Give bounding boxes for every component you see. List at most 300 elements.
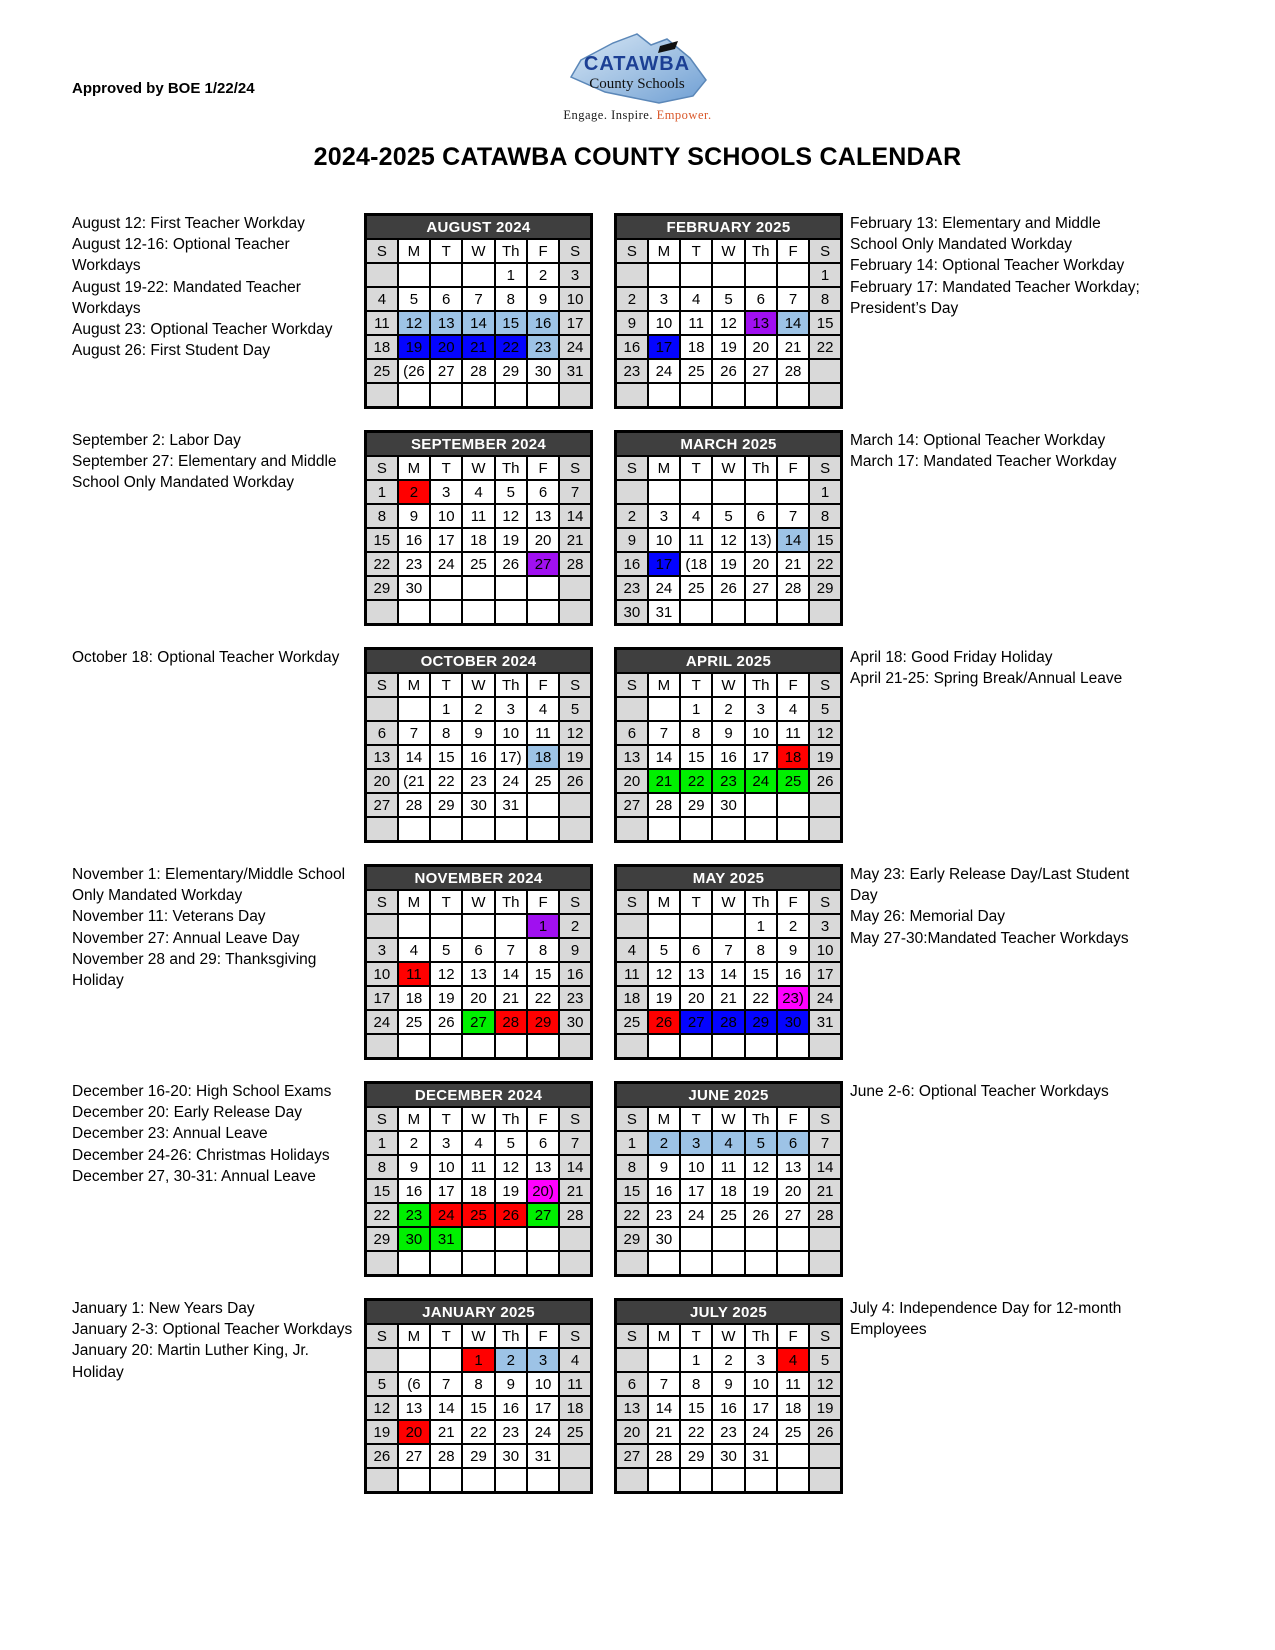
day-cell: [809, 817, 841, 842]
day-cell: 7: [462, 287, 494, 311]
logo-tagline: [0, 108, 1275, 123]
day-header-cell: S: [809, 239, 841, 263]
month-notes-right: [850, 864, 1150, 949]
day-cell: 11: [462, 1155, 494, 1179]
day-cell: [430, 263, 462, 287]
day-cell: 18: [398, 986, 430, 1010]
day-cell: 19: [559, 745, 591, 769]
day-cell: 27: [430, 359, 462, 383]
day-cell: 8: [745, 938, 777, 962]
day-cell: 5: [495, 480, 527, 504]
day-cell: 27: [745, 576, 777, 600]
day-cell: 19: [495, 528, 527, 552]
day-cell: 1: [680, 697, 712, 721]
day-cell: 18: [777, 1396, 809, 1420]
day-cell: 21: [462, 335, 494, 359]
day-cell: 18: [462, 1179, 494, 1203]
month-table: [614, 1298, 843, 1494]
day-cell: 24: [680, 1203, 712, 1227]
note-event: January 20: Martin Luther King, Jr. Holiday: [72, 1342, 309, 1381]
day-cell: 28: [559, 552, 591, 576]
day-cell: [745, 600, 777, 625]
day-cell: 1: [495, 263, 527, 287]
day-header-cell: W: [712, 1324, 744, 1348]
month-table: [364, 1298, 593, 1494]
day-header-cell: Th: [745, 890, 777, 914]
day-header-cell: T: [430, 239, 462, 263]
day-cell: 22: [680, 769, 712, 793]
day-header-cell: W: [462, 890, 494, 914]
day-cell: [398, 383, 430, 408]
day-header-cell: T: [430, 890, 462, 914]
day-cell: 3: [745, 697, 777, 721]
day-cell: 27: [745, 359, 777, 383]
day-cell: [680, 600, 712, 625]
day-cell: 1: [527, 914, 559, 938]
note-event: December 20: Early Release Day: [72, 1104, 303, 1122]
day-cell: 22: [366, 1203, 398, 1227]
month-notes-right: [850, 647, 1150, 689]
day-cell: [616, 383, 648, 408]
day-cell: 21: [559, 528, 591, 552]
day-cell: 18: [616, 986, 648, 1010]
day-cell: 14: [495, 962, 527, 986]
day-cell: 8: [809, 504, 841, 528]
day-cell: 12: [430, 962, 462, 986]
note-event: May 27-30:Mandated Teacher Workdays: [850, 929, 1129, 947]
day-cell: 9: [616, 311, 648, 335]
day-cell: 28: [495, 1010, 527, 1034]
day-cell: [680, 263, 712, 287]
day-cell: 16: [712, 1396, 744, 1420]
day-cell: 9: [527, 287, 559, 311]
day-cell: 6: [462, 938, 494, 962]
day-cell: 7: [559, 480, 591, 504]
day-cell: 5: [712, 504, 744, 528]
day-cell: 25: [398, 1010, 430, 1034]
calendar-row: [0, 430, 1275, 647]
day-cell: [680, 1251, 712, 1276]
day-cell: 27: [680, 1010, 712, 1034]
day-cell: 14: [712, 962, 744, 986]
day-cell: 30: [712, 1444, 744, 1468]
day-cell: 15: [809, 528, 841, 552]
day-cell: [398, 600, 430, 625]
day-cell: [559, 1444, 591, 1468]
day-cell: [430, 600, 462, 625]
month-calendar: [364, 864, 593, 1060]
day-cell: 31: [745, 1444, 777, 1468]
note-event: February 14: Optional Teacher Workday: [850, 257, 1125, 275]
day-cell: 21: [648, 769, 680, 793]
day-header-cell: S: [616, 456, 648, 480]
day-cell: 22: [430, 769, 462, 793]
day-cell: [680, 1227, 712, 1251]
day-cell: 6: [616, 1372, 648, 1396]
note-event: November 11: Veterans Day: [72, 908, 266, 926]
day-header-cell: Th: [495, 239, 527, 263]
note-event: September 27: Elementary and Middle School Only Mandated Workday: [72, 453, 337, 492]
day-header-cell: S: [559, 456, 591, 480]
day-cell: 5: [745, 1131, 777, 1155]
day-cell: 7: [777, 287, 809, 311]
day-cell: [745, 1227, 777, 1251]
day-cell: 6: [680, 938, 712, 962]
page-header: [0, 0, 1275, 213]
day-cell: [777, 817, 809, 842]
day-cell: 18: [559, 1396, 591, 1420]
day-cell: 12: [809, 1372, 841, 1396]
day-cell: [616, 263, 648, 287]
day-cell: 6: [366, 721, 398, 745]
day-cell: 16: [712, 745, 744, 769]
day-header-cell: M: [648, 1107, 680, 1131]
day-cell: 14: [559, 504, 591, 528]
day-header-cell: S: [616, 239, 648, 263]
tagline-black: Engage. Inspire.: [563, 108, 653, 122]
day-cell: [648, 817, 680, 842]
day-cell: 17: [430, 1179, 462, 1203]
month-table: [614, 647, 843, 843]
day-cell: 26: [712, 359, 744, 383]
day-cell: 23: [527, 335, 559, 359]
day-cell: 12: [495, 504, 527, 528]
month-calendar: [364, 1081, 593, 1277]
day-cell: [712, 1251, 744, 1276]
day-cell: 3: [495, 697, 527, 721]
day-cell: 31: [430, 1227, 462, 1251]
day-cell: 25: [462, 1203, 494, 1227]
day-cell: 10: [366, 962, 398, 986]
day-cell: 30: [398, 1227, 430, 1251]
day-cell: 11: [680, 528, 712, 552]
day-cell: 20: [777, 1179, 809, 1203]
logo-subname: County Schools: [588, 76, 685, 92]
day-cell: 18: [462, 528, 494, 552]
day-cell: 30: [648, 1227, 680, 1251]
day-cell: [366, 383, 398, 408]
day-cell: 20: [430, 335, 462, 359]
day-cell: [527, 1227, 559, 1251]
day-cell: 10: [430, 1155, 462, 1179]
day-cell: 4: [712, 1131, 744, 1155]
day-cell: 9: [559, 938, 591, 962]
day-cell: [495, 383, 527, 408]
day-cell: 4: [398, 938, 430, 962]
day-cell: 22: [616, 1203, 648, 1227]
day-header-cell: S: [809, 673, 841, 697]
day-cell: 4: [462, 480, 494, 504]
day-cell: 11: [366, 311, 398, 335]
day-header-cell: T: [430, 456, 462, 480]
day-cell: 27: [398, 1444, 430, 1468]
day-cell: 10: [809, 938, 841, 962]
day-cell: 30: [462, 793, 494, 817]
month-calendar: [614, 1081, 843, 1277]
day-header-cell: S: [559, 673, 591, 697]
day-cell: [527, 1034, 559, 1059]
day-cell: [712, 914, 744, 938]
day-cell: 24: [495, 769, 527, 793]
day-cell: 23: [495, 1420, 527, 1444]
day-cell: 24: [430, 1203, 462, 1227]
day-cell: (6: [398, 1372, 430, 1396]
calendar-row: [0, 1081, 1275, 1298]
day-cell: [616, 480, 648, 504]
day-cell: 14: [430, 1396, 462, 1420]
day-cell: 5: [366, 1372, 398, 1396]
day-header-cell: S: [366, 673, 398, 697]
day-cell: 9: [777, 938, 809, 962]
day-cell: 5: [430, 938, 462, 962]
day-cell: 21: [777, 552, 809, 576]
day-header-cell: S: [366, 1107, 398, 1131]
day-header-cell: Th: [745, 673, 777, 697]
day-cell: 13: [745, 311, 777, 335]
month-notes-left: [72, 864, 364, 991]
day-cell: [648, 480, 680, 504]
day-cell: 17: [745, 745, 777, 769]
day-cell: 11: [712, 1155, 744, 1179]
day-cell: [745, 1034, 777, 1059]
day-cell: 20: [745, 335, 777, 359]
day-cell: 16: [495, 1396, 527, 1420]
day-cell: 29: [680, 1444, 712, 1468]
day-cell: 2: [648, 1131, 680, 1155]
day-header-cell: F: [777, 673, 809, 697]
day-cell: [712, 480, 744, 504]
day-header-cell: M: [648, 1324, 680, 1348]
day-cell: 20: [462, 986, 494, 1010]
day-cell: [366, 817, 398, 842]
calendar-row: [0, 864, 1275, 1081]
day-header-cell: S: [559, 239, 591, 263]
day-header-cell: F: [527, 673, 559, 697]
day-cell: [366, 697, 398, 721]
day-cell: 28: [712, 1010, 744, 1034]
day-cell: 17: [366, 986, 398, 1010]
day-cell: 2: [616, 504, 648, 528]
day-cell: 8: [616, 1155, 648, 1179]
day-cell: 6: [745, 287, 777, 311]
day-cell: 27: [462, 1010, 494, 1034]
day-header-cell: M: [648, 456, 680, 480]
day-header-cell: Th: [745, 239, 777, 263]
day-cell: 2: [616, 287, 648, 311]
day-cell: 12: [398, 311, 430, 335]
note-event: November 1: Elementary/Middle School Only Mandated Workday: [72, 866, 346, 905]
day-cell: [366, 1348, 398, 1372]
day-header-cell: F: [777, 456, 809, 480]
day-cell: 19: [648, 986, 680, 1010]
day-cell: 22: [745, 986, 777, 1010]
day-cell: 19: [430, 986, 462, 1010]
day-cell: 21: [712, 986, 744, 1010]
day-header-cell: Th: [745, 456, 777, 480]
day-header-cell: F: [777, 890, 809, 914]
day-cell: 23: [648, 1203, 680, 1227]
day-cell: 25: [462, 552, 494, 576]
day-cell: 26: [648, 1010, 680, 1034]
day-cell: 26: [495, 552, 527, 576]
day-cell: 21: [648, 1420, 680, 1444]
day-cell: 16: [527, 311, 559, 335]
day-header-cell: S: [559, 1324, 591, 1348]
day-cell: 28: [398, 793, 430, 817]
month-title: SEPTEMBER 2024: [366, 432, 592, 457]
day-cell: 27: [527, 1203, 559, 1227]
day-cell: 4: [680, 504, 712, 528]
day-cell: 19: [712, 552, 744, 576]
day-cell: 31: [559, 359, 591, 383]
day-cell: 25: [712, 1203, 744, 1227]
day-cell: [616, 1251, 648, 1276]
note-event: December 16-20: High School Exams: [72, 1083, 332, 1100]
day-cell: [648, 383, 680, 408]
day-cell: 29: [366, 576, 398, 600]
day-cell: [745, 263, 777, 287]
day-cell: [398, 1348, 430, 1372]
day-cell: 2: [527, 263, 559, 287]
note-event: April 18: Good Friday Holiday: [850, 649, 1053, 666]
day-cell: 20: [527, 528, 559, 552]
day-cell: 13: [527, 504, 559, 528]
day-header-cell: Th: [745, 1324, 777, 1348]
day-cell: 23: [398, 1203, 430, 1227]
month-table: [614, 1081, 843, 1277]
day-header-cell: W: [462, 456, 494, 480]
day-cell: [745, 793, 777, 817]
day-cell: 31: [648, 600, 680, 625]
day-header-cell: M: [648, 890, 680, 914]
day-header-cell: W: [712, 456, 744, 480]
day-cell: 18: [777, 745, 809, 769]
day-cell: [648, 263, 680, 287]
day-cell: 4: [777, 1348, 809, 1372]
day-cell: 31: [527, 1444, 559, 1468]
day-cell: 16: [648, 1179, 680, 1203]
day-cell: 9: [648, 1155, 680, 1179]
note-event: May 26: Memorial Day: [850, 908, 1006, 926]
day-cell: 24: [745, 769, 777, 793]
day-header-cell: W: [712, 239, 744, 263]
month-notes-left: [72, 213, 364, 362]
day-cell: 13): [745, 528, 777, 552]
day-cell: 29: [745, 1010, 777, 1034]
day-cell: [527, 600, 559, 625]
day-cell: 26: [809, 1420, 841, 1444]
day-cell: 3: [809, 914, 841, 938]
day-cell: [398, 1468, 430, 1493]
day-cell: 2: [398, 1131, 430, 1155]
day-cell: 28: [648, 1444, 680, 1468]
month-calendar: [364, 430, 593, 626]
day-cell: 3: [559, 263, 591, 287]
county-map-icon: [563, 30, 713, 110]
day-cell: 19: [809, 745, 841, 769]
day-cell: [777, 480, 809, 504]
day-cell: 19: [712, 335, 744, 359]
day-header-cell: W: [712, 673, 744, 697]
day-cell: 10: [495, 721, 527, 745]
day-cell: 13: [616, 1396, 648, 1420]
day-header-cell: T: [430, 1324, 462, 1348]
day-cell: 19: [398, 335, 430, 359]
day-cell: 14: [809, 1155, 841, 1179]
day-cell: [648, 1251, 680, 1276]
note-event: July 4: Independence Day for 12-month Employees: [850, 1300, 1122, 1339]
day-cell: 7: [559, 1131, 591, 1155]
day-cell: [809, 600, 841, 625]
day-header-cell: Th: [495, 1107, 527, 1131]
day-header-cell: F: [527, 890, 559, 914]
day-cell: 16: [616, 552, 648, 576]
day-cell: 4: [527, 697, 559, 721]
day-cell: [559, 576, 591, 600]
day-cell: 26: [809, 769, 841, 793]
day-cell: 25: [616, 1010, 648, 1034]
day-cell: 23: [712, 1420, 744, 1444]
day-cell: [809, 1468, 841, 1493]
day-cell: 20: [366, 769, 398, 793]
day-cell: 6: [430, 287, 462, 311]
day-cell: 15: [680, 1396, 712, 1420]
day-cell: 30: [712, 793, 744, 817]
day-cell: 3: [366, 938, 398, 962]
calendar-row: [0, 647, 1275, 864]
day-cell: 5: [398, 287, 430, 311]
day-cell: 24: [559, 335, 591, 359]
day-cell: 22: [495, 335, 527, 359]
day-header-cell: S: [366, 239, 398, 263]
day-header-cell: T: [430, 1107, 462, 1131]
day-cell: 13: [777, 1155, 809, 1179]
day-cell: [398, 263, 430, 287]
note-event: January 1: New Years Day: [72, 1300, 255, 1317]
month-table: [614, 864, 843, 1060]
day-cell: 14: [398, 745, 430, 769]
month-title: OCTOBER 2024: [366, 649, 592, 674]
day-cell: 21: [777, 335, 809, 359]
day-cell: 26: [745, 1203, 777, 1227]
day-cell: [559, 1227, 591, 1251]
day-cell: [559, 817, 591, 842]
day-cell: 22: [366, 552, 398, 576]
day-header-cell: S: [366, 456, 398, 480]
day-cell: 7: [398, 721, 430, 745]
day-cell: [616, 1348, 648, 1372]
day-cell: 20): [527, 1179, 559, 1203]
day-cell: 10: [648, 311, 680, 335]
day-header-cell: M: [398, 890, 430, 914]
day-cell: 15: [430, 745, 462, 769]
day-cell: 1: [745, 914, 777, 938]
day-cell: [809, 793, 841, 817]
day-cell: 8: [462, 1372, 494, 1396]
month-calendar: [614, 213, 843, 409]
day-header-cell: T: [430, 673, 462, 697]
day-header-cell: S: [616, 1324, 648, 1348]
day-header-cell: F: [527, 1324, 559, 1348]
month-table: [364, 213, 593, 409]
day-cell: 29: [495, 359, 527, 383]
day-cell: 27: [777, 1203, 809, 1227]
day-cell: 10: [648, 528, 680, 552]
day-cell: [559, 793, 591, 817]
day-cell: 11: [527, 721, 559, 745]
note-event: September 2: Labor Day: [72, 432, 241, 449]
day-cell: 14: [648, 1396, 680, 1420]
